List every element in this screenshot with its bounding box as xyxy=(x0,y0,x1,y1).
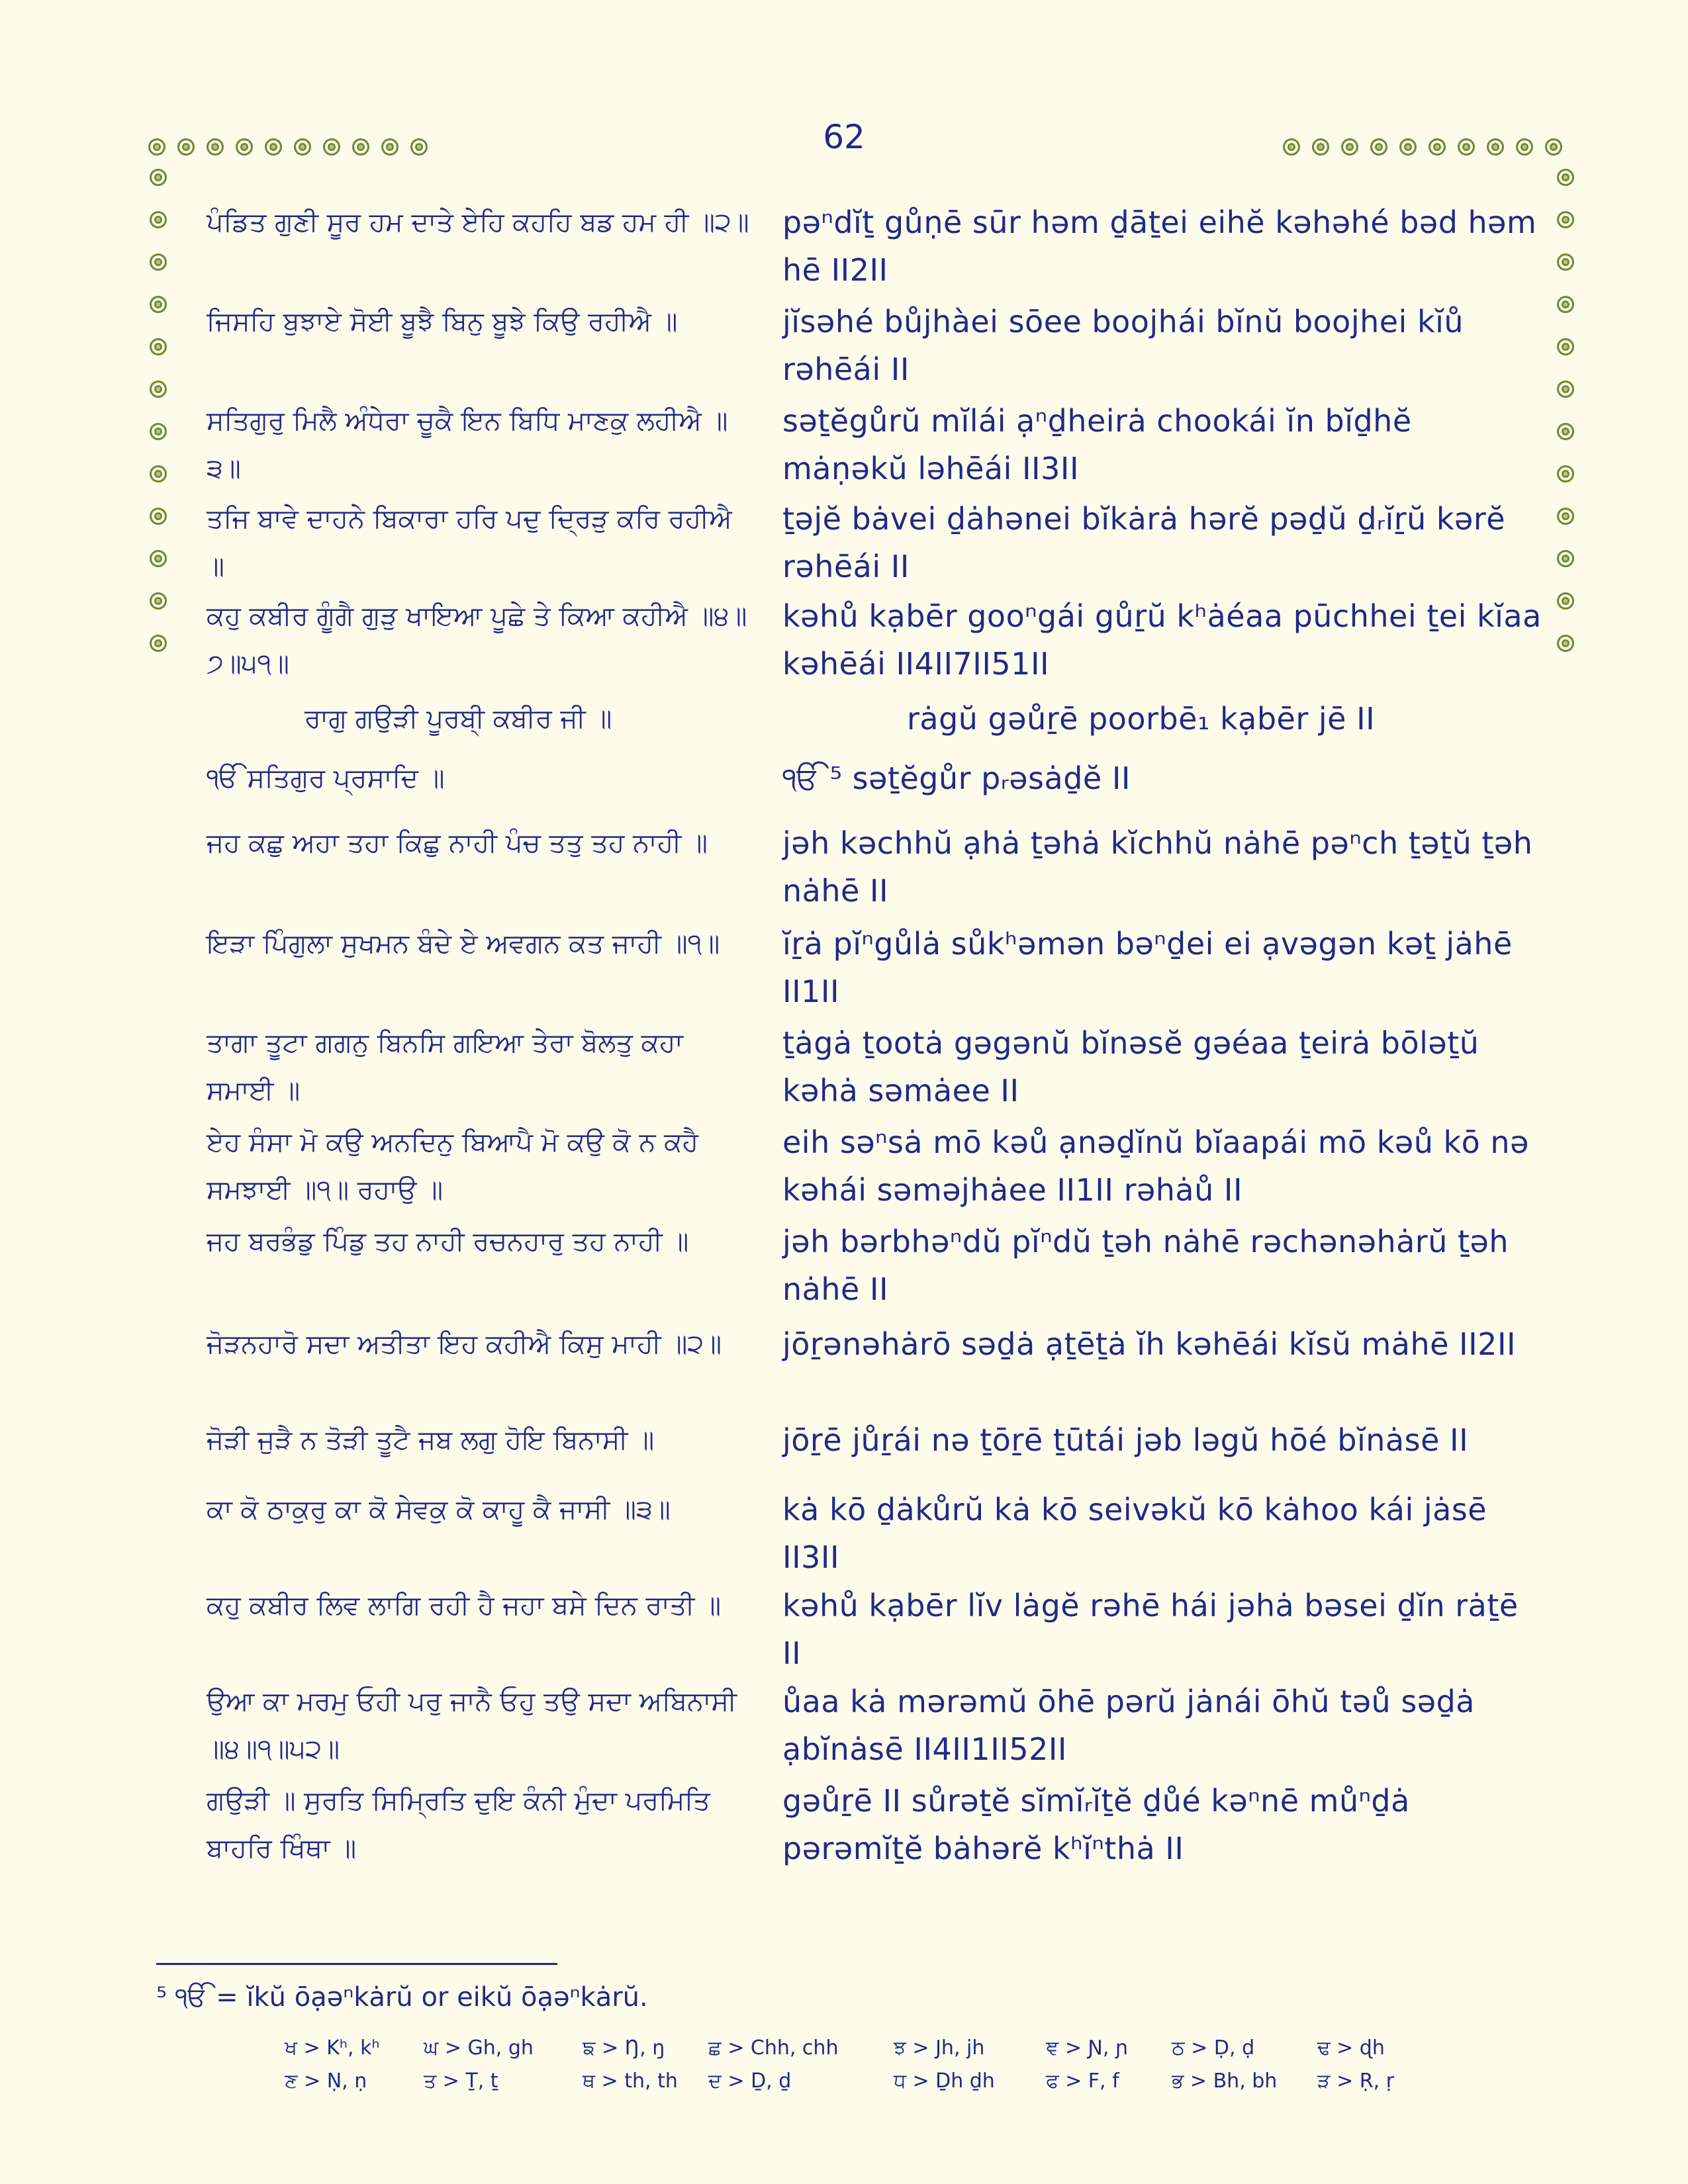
gurmukhi-line: ਜਹ ਕਛੁ ਅਹਾ ਤਹਾ ਕਿਛੁ ਨਾਹੀ ਪੰਚ ਤਤੁ ਤਹ ਨਾਹੀ ॥ xyxy=(207,828,708,858)
gurmukhi-line: ਜਹ ਬਰਭੰਡੁ ਪਿੰਡੁ ਤਹ ਨਾਹੀ ਰਚਨਹਾਰੁ ਤਹ ਨਾਹੀ ॥ xyxy=(207,1226,689,1257)
gurmukhi-line: ਇੜਾ ਪਿੰਗੁਲਾ ਸੁਖਮਨ ਬੰਦੇ ਏ ਅਵਗਨ ਕਤ ਜਾਹੀ ॥੧॥ xyxy=(207,929,720,959)
gurmukhi-line: ਕਹੁ ਕਬੀਰ ਲਿਵ ਲਾਗਿ ਰਹੀ ਹੈ ਜਹਾ ਬਸੇ ਦਿਨ ਰਾਤੀ ॥ xyxy=(207,1590,722,1621)
transliteration-line: jəh bərbhəⁿdŭ pĭⁿdŭ ṯəh nȧhē rəchənəhȧrŭ ṯəh nȧhē II xyxy=(782,1224,1509,1307)
transliteration-line: kəhů kạbēr gooⁿgái gůṟŭ kʰȧéaa pūchhei ṯei kĭaa kəhēái II4II7II51II xyxy=(782,598,1542,682)
transliteration-line: pəⁿdĭṯ gůṇē sūr həm ḏāṯei eihĕ kəhəhé bəd həm hē II2II xyxy=(782,205,1537,288)
key-entry: ਭ > Bh, bh xyxy=(1172,2070,1278,2093)
key-entry: ਝ > Jh, jh xyxy=(894,2036,985,2060)
key-entry: ਖ > Kʰ, kʰ xyxy=(285,2036,380,2060)
gurmukhi-line: ਕਾ ਕੋ ਠਾਕੁਰੁ ਕਾ ਕੋ ਸੇਵਕੁ ਕੋ ਕਾਹੂ ਕੈ ਜਾਸੀ ॥੩॥ xyxy=(207,1494,671,1525)
key-entry: ਤ > Ṯ, ṯ xyxy=(424,2070,498,2093)
gurmukhi-line: ਜੋੜੀ ਜੁੜੈ ਨ ਤੋੜੀ ਤੂਟੈ ਜਬ ਲਗੁ ਹੋਇ ਬਿਨਾਸੀ ॥ xyxy=(207,1425,655,1455)
transliteration-line: səṯĕgůrŭ mĭlái ạⁿḏheirȧ chookái ĭn bĭḏhĕ mȧṇəkŭ ləhēái II3II xyxy=(782,403,1412,486)
transliteration-line: jōṟē jůṟái nə ṯōṟē ṯūtái jəb ləgŭ hōé bĭnȧsē II xyxy=(782,1422,1469,1458)
footnote-divider xyxy=(156,1963,557,1965)
transliteration-line: ੴ ⁵ səṯĕgůr pᵣəsȧḏĕ II xyxy=(782,760,1131,796)
gurmukhi-line: ਜਿਸਹਿ ਬੁਝਾਏ ਸੋਈ ਬੂਝੈ ਬਿਨੁ ਬੂਝੇ ਕਿਉ ਰਹੀਐ ॥ xyxy=(207,306,678,337)
key-entry: ਢ > ɖh xyxy=(1317,2036,1385,2060)
gurmukhi-line: ਉਆ ਕਾ ਮਰਮੁ ਓਹੀ ਪਰੁ ਜਾਨੈ ਓਹੁ ਤਉ ਸਦਾ ਅਬਿਨਾਸੀ ॥੪॥੧॥੫੨॥ xyxy=(207,1686,737,1764)
gurmukhi-line: ਰਾਗੁ ਗਉੜੀ ਪੂਰਬੀ੍ ਕਬੀਰ ਜੀ ॥ xyxy=(305,704,612,734)
key-entry: ਥ > th, th xyxy=(583,2070,678,2093)
key-entry: ਣ > Ṇ, ṇ xyxy=(285,2070,367,2093)
transliteration-line: jəh kəchhŭ ạhȧ ṯəhȧ kĭchhŭ nȧhē pəⁿch ṯəṯŭ ṯəh nȧhē II xyxy=(782,825,1533,909)
gurmukhi-line: ਪੰਡਿਤ ਗੁਣੀ ਸੂਰ ਹਮ ਦਾਤੇ ਏਹਿ ਕਹਹਿ ਬਡ ਹਮ ਹੀ ॥੨॥ xyxy=(207,207,749,238)
key-entry: ਧ > Ḏh ḏh xyxy=(894,2070,995,2093)
transliteration-line: jōṟənəhȧrō səḏȧ ạṯēṯȧ ĭh kəhēái kĭsŭ mȧhē II2II xyxy=(782,1326,1517,1362)
page-number: 62 xyxy=(823,118,865,156)
key-entry: ਘ > Gh, gh xyxy=(424,2036,534,2060)
transliteration-line: ĭṟȧ pĭⁿgůlȧ sůkʰəmən bəⁿḏei ei ạvəgən kəṯ jȧhē II1II xyxy=(782,926,1513,1009)
transliteration-line: kəhů kạbēr lĭv lȧgĕ rəhē hái jəhȧ bəsei ḏĭn rȧṯē II xyxy=(782,1588,1519,1671)
transliteration-line: eih səⁿsȧ mō kəů ạnəḏĭnŭ bĭaapái mō kəů kō nə kəhái səməjhȧee II1II rəhȧů II xyxy=(782,1124,1529,1208)
gurmukhi-line: ਤਜਿ ਬਾਵੇ ਦਾਹਨੇ ਬਿਕਾਰਾ ਹਰਿ ਪਦੁ ਦ੍ਰਿੜੁ ਕਰਿ ਰਹੀਐ ॥ xyxy=(207,504,732,582)
transliteration-line: ůaa kȧ mərəmŭ ōhē pərŭ jȧnái ōhŭ təů səḏȧ ạbĭnȧsē II4II1II52II xyxy=(782,1684,1475,1767)
key-row xyxy=(285,2032,1476,2065)
transliteration-key xyxy=(285,2032,1476,2098)
gurmukhi-line: ਤਾਗਾ ਤੂਟਾ ਗਗਨੁ ਬਿਨਸਿ ਗਇਆ ਤੇਰਾ ਬੋਲਤੁ ਕਹਾ ਸਮਾਈ ॥ xyxy=(207,1028,683,1106)
key-entry: ਙ > Ŋ, ŋ xyxy=(583,2036,665,2060)
transliteration-line: jĭsəhé bůjhàei sōee boojhái bĭnŭ boojhei kĭů rəhēái II xyxy=(782,304,1464,387)
gurmukhi-line: ਸਤਿਗੁਰੁ ਮਿਲੈ ਅੰਧੇਰਾ ਚੂਕੈ ਇਨ ਬਿਧਿ ਮਾਣਕੁ ਲਹੀਐ ॥੩॥ xyxy=(207,406,728,484)
key-row xyxy=(285,2065,1476,2098)
transliteration-line: ṯȧgȧ ṯootȧ gəgənŭ bĭnəsĕ gəéaa ṯeirȧ bōləṯŭ kəhȧ səmȧee II xyxy=(782,1025,1479,1109)
key-entry: ਫ > F, f xyxy=(1046,2070,1119,2093)
key-entry: ਠ > Ḍ, ḍ xyxy=(1172,2036,1255,2060)
transliteration-line: ṯəjĕ bȧvei ḏȧhənei bĭkȧrȧ hərĕ pəḏŭ ḏᵣĭṟŭ kərĕ rəhēái II xyxy=(782,501,1506,584)
key-entry: ਞ > Ɲ, ɲ xyxy=(1046,2036,1129,2060)
key-entry: ਛ > Chh, chh xyxy=(708,2036,839,2060)
transliteration-line: gəůṟē II sůrəṯĕ sĭmĭᵣĭṯĕ ḏůé kəⁿnē můⁿḏȧ pərəmĭṯĕ bȧhərĕ kʰĭⁿthȧ II xyxy=(782,1783,1410,1866)
transliteration-line: kȧ kō ḏȧkůrŭ kȧ kō seivəkŭ kō kȧhoo kái jȧsē II3II xyxy=(782,1492,1487,1575)
gurmukhi-line: ੴ ਸਤਿਗੁਰ ਪ੍ਰਸਾਦਿ ॥ xyxy=(207,763,445,794)
gurmukhi-line: ਕਹੁ ਕਬੀਰ ਗੂੰਗੈ ਗੁੜੁ ਖਾਇਆ ਪੂਛੇ ਤੇ ਕਿਆ ਕਹੀਐ ॥੪॥੭॥੫੧॥ xyxy=(207,601,747,679)
key-entry: ਦ > Ḏ, ḏ xyxy=(708,2070,792,2093)
transliteration-line: rȧgŭ gəůṟē poorbē₁ kạbēr jē II xyxy=(907,701,1376,737)
footnote: ⁵ ੴ = ĭkŭ ōạəⁿkȧrŭ or eikŭ ōạəⁿkȧrŭ. xyxy=(156,1982,648,2013)
key-entry: ੜ > Ṛ, ṛ xyxy=(1317,2070,1395,2093)
gurmukhi-line: ਗਉੜੀ ॥ ਸੁਰਤਿ ਸਿਮ੍ਰਿਤਿ ਦੁਇ ਕੰਨੀ ਮੁੰਦਾ ਪਰਮਿਤਿ ਬਾਹਰਿ ਖਿੰਥਾ ॥ xyxy=(207,1786,710,1864)
gurmukhi-line: ਜੋੜਨਹਾਰੋ ਸਦਾ ਅਤੀਤਾ ਇਹ ਕਹੀਐ ਕਿਸੁ ਮਾਹੀ ॥੨॥ xyxy=(207,1329,722,1359)
gurmukhi-line: ਏਹ ਸੰਸਾ ਮੋ ਕਉ ਅਨਦਿਨੁ ਬਿਆਪੈ ਮੋ ਕਉ ਕੋ ਨ ਕਹੈ ਸਮਝਾਈ ॥੧॥ ਰਹਾਉ ॥ xyxy=(207,1127,699,1205)
